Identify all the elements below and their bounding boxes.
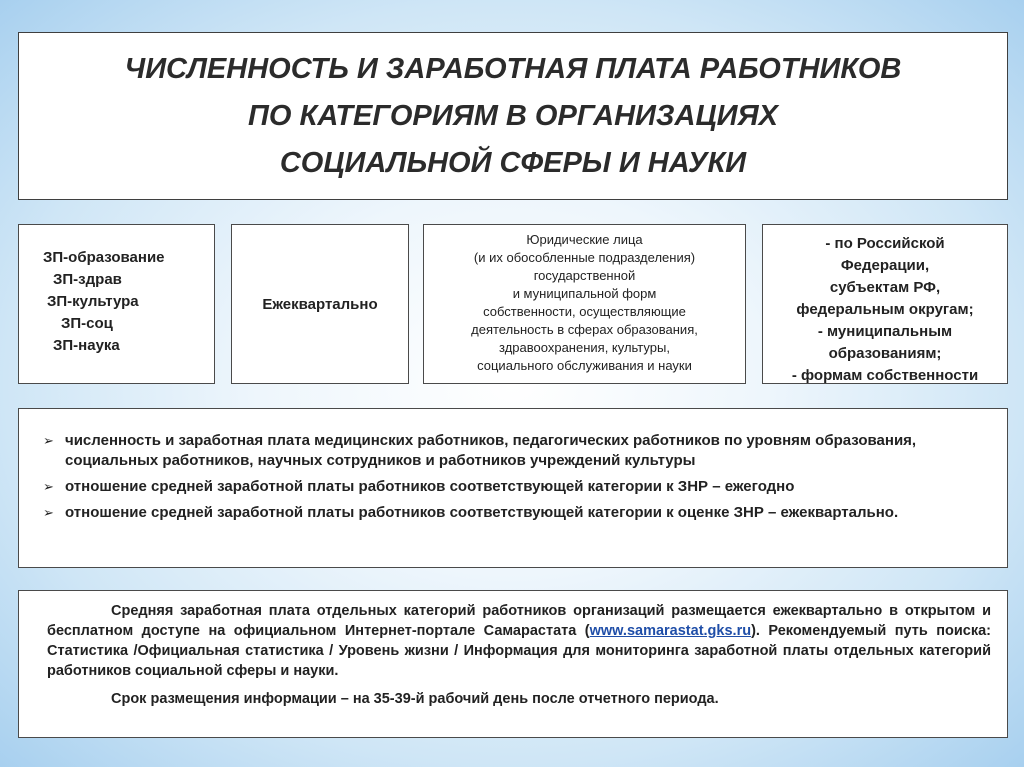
info-box — [18, 590, 1008, 738]
level-line: субъектам РФ, — [829, 279, 941, 296]
info-text-after-link: ). Рекомендуемый путь поиска: Статистика /Официальная статистика / Уровень жизни / Информация для мониторинга заработной платы отдельных категорий работников социальной сферы и науки. — [47, 623, 991, 679]
period-box — [231, 224, 409, 384]
info-text-before-link: Средняя заработная плата отдельных категорий работников организаций размещается ежеквартально в открытом и бесплатном доступе на официальном Интернет-портале Самарастата ( — [47, 603, 991, 639]
entity-line: Юридические лица — [526, 232, 643, 247]
entity-line: собственности, осуществляющие — [483, 304, 686, 319]
page-title-line-3: СОЦИАЛЬНОЙ СФЕРЫ И НАУКИ — [279, 146, 747, 179]
bullet-text: численность и заработная плата медицинских работников, педагогических работников по уровням образования, социальных работников, научных сотрудников и работников учреждений культуры — [65, 432, 917, 469]
list-item — [43, 477, 977, 497]
entities-box — [423, 224, 746, 384]
info-paragraph — [47, 601, 991, 681]
category-item: ЗП-наука — [53, 337, 120, 354]
levels-box — [762, 224, 1008, 384]
level-line: - формам собственности — [791, 367, 979, 384]
list-item — [43, 431, 977, 471]
level-line: - по Российской — [825, 235, 945, 252]
indicators-box — [18, 408, 1008, 568]
level-line: федеральным округам; — [796, 301, 974, 318]
bullet-text: отношение средней заработной платы работников соответствующей категории к оценке ЗНР – ежеквартально. — [65, 504, 899, 521]
level-line: - муниципальным — [817, 323, 953, 340]
list-item — [43, 503, 977, 523]
entity-line: социального обслуживания и науки — [477, 358, 692, 373]
entity-line: здравоохранения, культуры, — [499, 340, 670, 355]
categories-box — [18, 224, 215, 384]
entity-line: деятельность в сферах образования, — [471, 322, 698, 337]
arrowhead-bullet-icon: ➢ — [43, 433, 54, 448]
entity-line: (и их обособленные подразделения) — [473, 250, 696, 265]
level-line: Федерации, — [840, 257, 930, 274]
deadline-paragraph: Срок размещения информации – на 35-39-й рабочий день после отчетного периода. — [111, 691, 719, 707]
bullet-text: отношение средней заработной платы работников соответствующей категории к ЗНР – ежегодно — [65, 478, 795, 495]
level-line: образованиям; — [828, 345, 942, 362]
category-item: ЗП-культура — [47, 293, 139, 310]
entity-line: государственной — [533, 268, 636, 283]
page-title-line-1: ЧИСЛЕННОСТЬ И ЗАРАБОТНАЯ ПЛАТА РАБОТНИКОВ — [124, 52, 902, 85]
arrowhead-bullet-icon: ➢ — [43, 479, 54, 494]
arrowhead-bullet-icon: ➢ — [43, 505, 54, 520]
title-box — [18, 32, 1008, 200]
entity-line: и муниципальной форм — [512, 286, 657, 301]
category-item: ЗП-соц — [61, 315, 113, 332]
samarastat-link[interactable]: www.samarastat.gks.ru — [589, 623, 752, 639]
category-item: ЗП-здрав — [53, 271, 122, 288]
period-label: Ежеквартально — [262, 295, 378, 313]
page-title-line-2: ПО КАТЕГОРИЯМ В ОРГАНИЗАЦИЯХ — [248, 99, 778, 132]
category-item: ЗП-образование — [43, 249, 165, 266]
